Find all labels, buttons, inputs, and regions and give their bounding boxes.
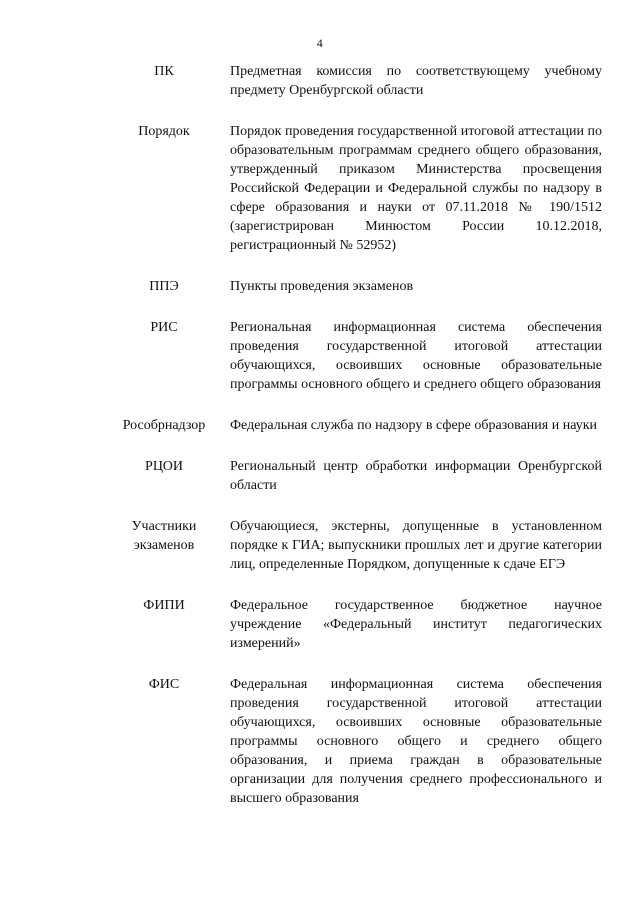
abbreviation-definition: Региональная информационная система обеспечения проведения государственной итоговой аттестации обучающихся, освоивших основные образовательные программы основного общего и среднего общего образования	[230, 320, 602, 392]
abbreviation-term: РЦОИ	[145, 459, 183, 474]
abbreviation-term: Рособрнадзор	[122, 418, 206, 433]
abbreviation-term: Порядок	[138, 124, 190, 139]
abbreviation-definition: Порядок проведения государственной итоговой аттестации по образовательным программам среднего общего образования, утвержденный приказом Министерства просвещения Российской Федерации и Федеральной службы по надзору в сфере образования и науки от 07.11.2018 № 190/1512 (зарегистрирован Минюстом России 10.12.2018, регистрационный № 52952)	[230, 124, 602, 253]
abbreviation-definition: Федеральное государственное бюджетное научное учреждение «Федеральный институт педагогических измерений»	[230, 598, 602, 651]
abbreviation-term: Участники экзаменов	[131, 519, 197, 553]
abbreviation-entry	[110, 517, 602, 574]
abbreviation-entry	[110, 675, 602, 808]
abbreviation-entry	[110, 416, 602, 435]
abbreviation-definition: Федеральная информационная система обеспечения проведения государственной итоговой аттестации обучающихся, освоивших основные образовательные программы основного общего и среднего общего образования, и приема граждан в образовательные организации для получения среднего профессионального и высшего образования	[230, 677, 602, 806]
abbreviation-term: ФИПИ	[143, 598, 185, 613]
abbreviation-entry	[110, 62, 602, 100]
abbreviation-definition: Пункты проведения экзаменов	[230, 279, 414, 294]
abbreviation-entry	[110, 277, 602, 296]
abbreviation-term: ПК	[154, 64, 174, 79]
page-number: 4	[316, 36, 324, 50]
abbreviation-definition: Обучающиеся, экстерны, допущенные в установленном порядке к ГИА; выпускники прошлых лет и другие категории лиц, определенные Порядком, допущенные к сдаче ЕГЭ	[230, 519, 602, 572]
abbreviation-entry	[110, 457, 602, 495]
abbreviation-term: РИС	[150, 320, 178, 335]
abbreviation-entry	[110, 596, 602, 653]
abbreviations-list	[110, 62, 602, 830]
abbreviation-term: ФИС	[148, 677, 180, 692]
abbreviation-definition: Предметная комиссия по соответствующему учебному предмету Оренбургской области	[230, 64, 602, 98]
abbreviation-entry	[110, 122, 602, 255]
abbreviation-entry	[110, 318, 602, 394]
abbreviation-definition: Федеральная служба по надзору в сфере образования и науки	[230, 418, 598, 433]
abbreviation-term: ППЭ	[149, 279, 179, 294]
abbreviation-definition: Региональный центр обработки информации Оренбургской области	[230, 459, 602, 493]
